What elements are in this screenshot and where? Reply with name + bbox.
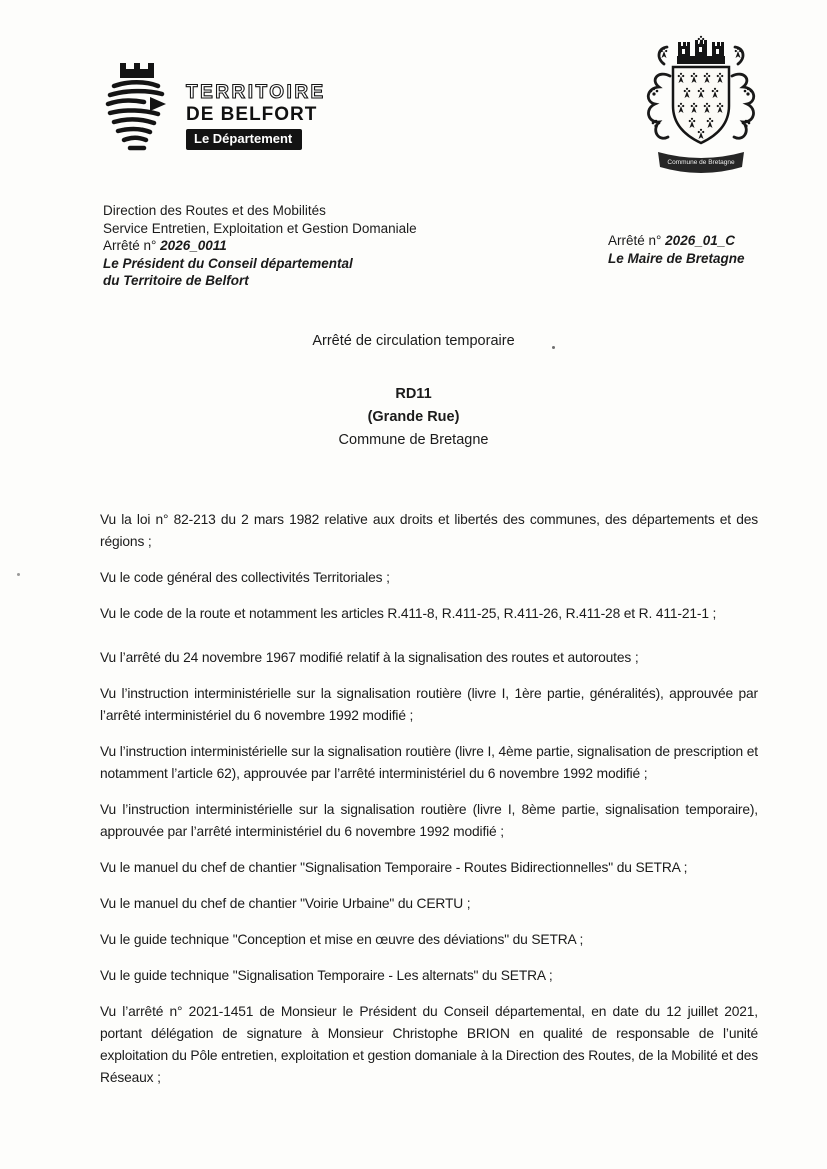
service-line: Service Entretien, Exploitation et Gestion Domaniale: [103, 220, 417, 236]
road-name: (Grande Rue): [367, 409, 460, 425]
arrete-label: Arrêté n°: [608, 233, 666, 248]
arrete-label: Arrêté n°: [103, 238, 161, 253]
vu-paragraph-instruction-8eme: Vu l’instruction interministérielle sur la signalisation routière (livre I, 8ème partie, signalisation temporaire), approuvée par l’arrêté interministériel du 6 novembre 1992 modifié ;: [100, 802, 758, 839]
arrete-number: 2026_01_C: [665, 233, 735, 248]
vu-paragraph-manuel-setra: Vu le manuel du chef de chantier "Signalisation Temporaire - Routes Bidirectionnelles" du SETRA ;: [100, 860, 688, 875]
scan-artifact-dot: [552, 346, 555, 349]
authority-line-2: du Territoire de Belfort: [103, 273, 249, 288]
authority-line: Le Maire de Bretagne: [608, 250, 745, 266]
vu-paragraph-arrete-1967: Vu l’arrêté du 24 novembre 1967 modifié relatif à la signalisation des routes et autoroutes ;: [100, 650, 639, 665]
vu-paragraph-instruction-4eme: Vu l’instruction interministérielle sur la signalisation routière (livre I, 4ème partie, signalisation de prescription et notamment l’article 62), approuvée par l’arrêté interministériel du 6 novembre 1992 modifié ;: [100, 744, 758, 781]
arrete-number-line: [103, 237, 417, 255]
belfort-lion-logo-icon: [100, 60, 174, 158]
vu-paragraph-code-collectivites: Vu le code général des collectivités Territoriales ;: [100, 570, 390, 585]
vu-paragraph-instruction-1ere: Vu l’instruction interministérielle sur la signalisation routière (livre I, 1ère partie, généralités), approuvée par l’arrêté interministériel du 6 novembre 1992 modifié ;: [100, 686, 758, 723]
road-reference: RD11: [395, 386, 432, 402]
authority-line-1: Le Président du Conseil départemental: [103, 255, 353, 271]
issuer-block-departement: [103, 202, 417, 290]
territoire-de-belfort-logo: [100, 60, 326, 158]
logo-line-de-belfort: DE BELFORT: [186, 104, 318, 125]
direction-line: Direction des Routes et des Mobilités: [103, 203, 326, 218]
vu-paragraph-guide-alternats: Vu le guide technique "Signalisation Temporaire - Les alternats" du SETRA ;: [100, 968, 553, 983]
logo-line-departement: Le Département: [186, 129, 302, 150]
vu-paragraph-loi-82-213: Vu la loi n° 82-213 du 2 mars 1982 relative aux droits et libertés des communes, des départements et des régions ;: [100, 512, 758, 549]
vu-paragraph-manuel-certu: Vu le manuel du chef de chantier "Voirie Urbaine" du CERTU ;: [100, 896, 471, 911]
vu-paragraph-code-route: Vu le code de la route et notamment les articles R.411-8, R.411-25, R.411-26, R.411-28 et R. 411-21-1 ;: [100, 606, 717, 621]
scan-artifact-dot: [17, 573, 20, 576]
document-title: Arrêté de circulation temporaire: [312, 333, 515, 349]
legal-considerations: [100, 509, 758, 1103]
vu-paragraph-guide-deviations: Vu le guide technique "Conception et mise en œuvre des déviations" du SETRA ;: [100, 932, 584, 947]
vu-paragraph-delegation-signature: Vu l’arrêté n° 2021-1451 de Monsieur le Président du Conseil départemental, en date du 12 juillet 2021, portant délégation de signature à Monsieur Christophe BRION en qualité de responsable de l’unité exploitation du Pôle entretien, exploitation et gestion domaniale à la Direction des Routes, de la Mobilité et des Réseaux ;: [100, 1004, 758, 1085]
crest-banner-text: Commune de Bretagne: [667, 159, 735, 166]
logo-wordmark: [186, 60, 326, 158]
logo-line-territoire: TERRITOIRE: [186, 82, 326, 103]
arrete-number-line: [608, 232, 745, 250]
bretagne-coat-of-arms-icon: [640, 34, 762, 190]
commune-reference: Commune de Bretagne: [338, 432, 489, 448]
arrete-number: 2026_0011: [160, 238, 227, 253]
issuer-block-mairie: [608, 232, 745, 267]
